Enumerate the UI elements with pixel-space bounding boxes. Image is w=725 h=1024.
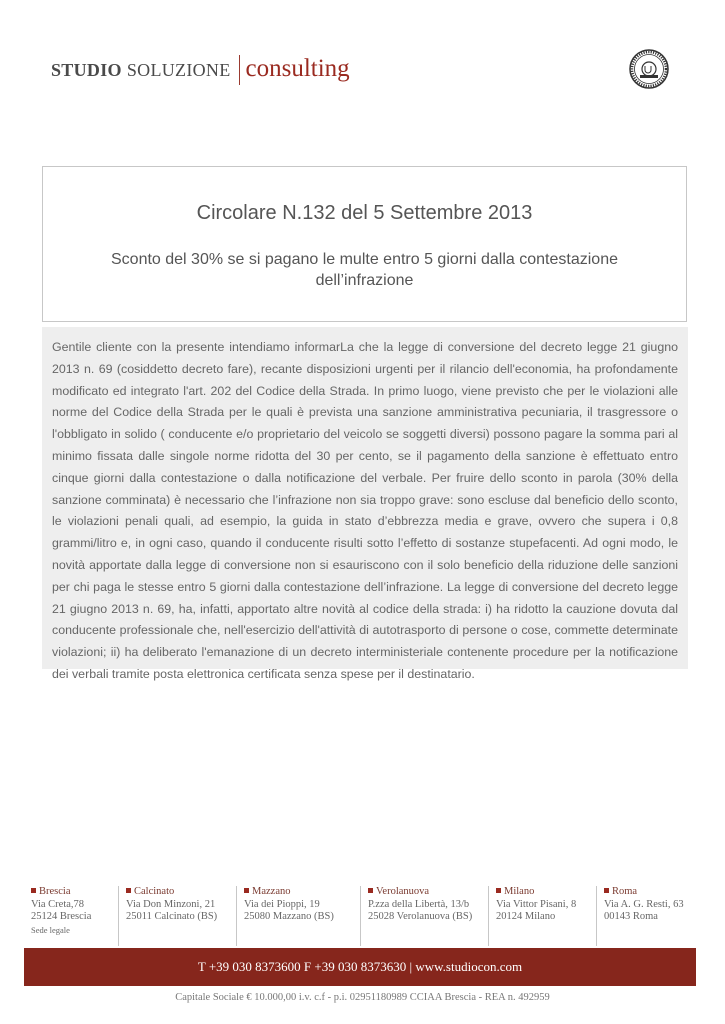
office-list xyxy=(24,886,696,946)
contact-bar: T +39 030 8373600 F +39 030 8373630 | www.studiocon.com xyxy=(24,948,696,986)
office-zip: 25124 Brescia xyxy=(31,911,92,922)
office-note: Sede legale xyxy=(31,924,70,935)
office-street: Via Don Minzoni, 21 xyxy=(126,898,216,910)
office-city: Mazzano xyxy=(244,886,354,899)
office-city: Roma xyxy=(604,886,696,899)
office-zip: 25028 Verolanuova (BS) xyxy=(368,911,473,922)
office-street: P.zza della Libertà, 13/b xyxy=(368,898,470,910)
bullet-icon xyxy=(31,888,36,893)
logo-consulting: consulting xyxy=(245,55,350,82)
office-milano xyxy=(488,886,606,946)
logo-divider xyxy=(239,55,240,85)
certification-seal-icon xyxy=(629,49,669,89)
company-logo xyxy=(51,55,350,85)
bullet-icon xyxy=(126,888,131,893)
logo-soluzione: SOLUZIONE xyxy=(126,60,231,80)
office-zip: 00143 Roma xyxy=(604,911,658,922)
office-calcinato xyxy=(118,886,236,946)
office-city: Milano xyxy=(496,886,606,899)
bullet-icon xyxy=(496,888,501,893)
office-street: Via Creta,78 xyxy=(31,898,85,910)
office-roma xyxy=(596,886,696,946)
office-zip: 25011 Calcinato (BS) xyxy=(126,911,218,922)
circular-title: Circolare N.132 del 5 Settembre 2013 xyxy=(196,202,533,224)
bullet-icon xyxy=(604,888,609,893)
circular-subtitle: Sconto del 30% se si pagano le multe entro 5 giorni dalla contestazione dell’infrazione xyxy=(111,251,618,289)
office-city: Brescia xyxy=(31,886,142,899)
title-box xyxy=(42,166,687,322)
office-city: Verolanuova xyxy=(368,886,478,899)
office-zip: 20124 Milano xyxy=(496,911,556,922)
bullet-icon xyxy=(368,888,373,893)
office-street: Via A. G. Resti, 63 xyxy=(604,898,684,910)
office-mazzano xyxy=(236,886,354,946)
logo-studio: STUDIO xyxy=(51,60,122,80)
office-street: Via Vittor Pisani, 8 xyxy=(496,898,577,910)
body-box xyxy=(42,327,688,681)
office-zip: 25080 Mazzano (BS) xyxy=(244,911,334,922)
office-street: Via dei Pioppi, 19 xyxy=(244,898,320,910)
body-text: Gentile cliente con la presente intendiamo informarLa che la legge di conversione del decreto legge 21 giugno 2013 n. 69 (cosiddetto decreto fare), recante disposizioni urgenti per il rilancio dell'economia, ha profondamente modificato ed integrato l'art. 202 del Codice della Strada. In primo luogo, viene previsto che per le violazioni alle norme del Codice della Strada per le quali è prevista una sanzione amministrativa pecuniaria, il trasgressore o l'obbligato in solido ( conducente e/o proprietario del veicolo se soggetti diversi) possono pagare la somma pari al minimo fissata dalle singole norme ridotta del 30 per cento, se il pagamento della sanzione è effettuato entro cinque giorni dalla contestazione o dalla notificazione del verbale. Per fruire dello sconto in parola (30% della sanzione comminata) è necessario che l’infrazione non sia troppo grave: sono escluse dal beneficio dello sconto, le violazioni penali quali, ad esempio, la guida in stato d’ebbrezza media e grave, ovvero che supera i 0,8 grammi/litro e, in ogni caso, quando il conducente risulti sotto l’effetto di sostanze stupefacenti. Ad ogni modo, le novità apportate dalla legge di conversione non si esauriscono con il solo beneficio della riduzione delle sanzioni per chi paga le stesse entro 5 giorni dalla contestazione dell’infrazione. La legge di conversione del decreto legge 21 giugno 2013 n. 69, ha, infatti, apportato altre novità al codice della strada: i) ha ridotto la cauzione dovuta dal conducente professionale che, nell'esercizio dell'attività di autotrasporto di persone o cose, commette determinate violazioni; ii) ha deliberato l'emanazione di un decreto interministeriale contenente procedure per la notificazione dei verbali tramite posta elettronica certificata senza spese per il destinatario. xyxy=(52,340,678,681)
office-verolanuova xyxy=(360,886,478,946)
bullet-icon xyxy=(244,888,249,893)
office-city: Calcinato xyxy=(126,886,236,899)
footer-legal: Capitale Sociale € 10.000,00 i.v. c.f - p.i. 02951180989 CCIAA Brescia - REA n. 492959 xyxy=(175,992,550,1003)
